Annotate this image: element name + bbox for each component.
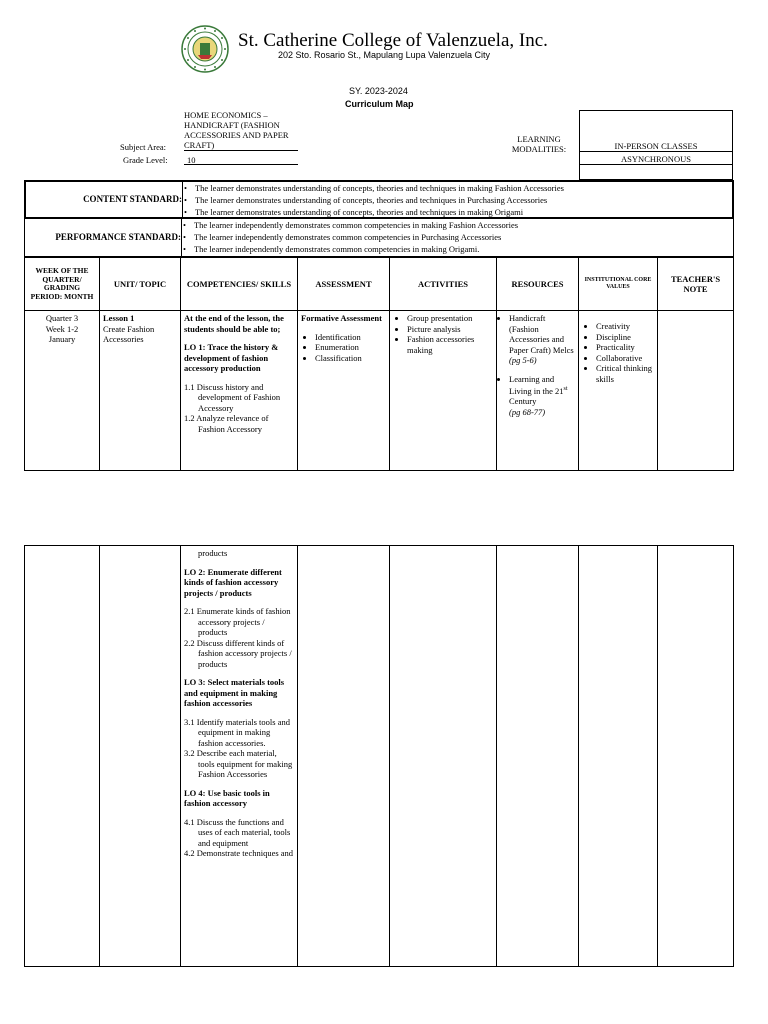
performance-standard-item: • The learner independently demonstrates common competencies in Purchasing Accessories [195,231,518,243]
subject-area-value: HOME ECONOMICS – HANDICRAFT (FASHION ACCESSORIES AND PAPER CRAFT) [184,110,298,151]
grade-level-value: 10 [184,155,298,165]
col-core-values-header: INSTITUTIONAL CORE VALUES [579,258,658,311]
resource-2-title: Learning and Living in the 21 [509,373,564,396]
school-address: 202 Sto. Rosario St., Mapulang Lupa Valenzuela City [278,50,490,60]
competency-3-1: 3.1 Identify materials tools and equipment in making fashion accessories. [184,716,290,748]
competency-1-1: 1.1 Discuss history and development of Fashion Accessory [184,381,281,413]
core-value-item: • Creativity [596,321,654,332]
modality-asynchronous: ASYNCHRONOUS [580,154,732,165]
competency-4-1: 4.1 Discuss the functions and uses of each material, tools and equipment [184,816,291,848]
curriculum-table [24,257,734,471]
competency-3-2: 3.2 Describe each material, tools equipment for making Fashion Accessories [184,748,293,779]
resources-list [500,313,575,417]
week-cell [25,546,100,967]
competency-4-2: 4.2 Demonstrate techniques and [184,848,294,858]
activity-item: • Group presentation [407,313,493,324]
resources-cell [497,311,579,471]
content-standard-item: • The learner demonstrates understanding of concepts, theories and techniques in Purchasing Accessories [196,194,564,206]
content-standard-box [24,180,734,219]
lesson-topic: Create Fashion Accessories [103,323,155,344]
competency-1-2: 1.2 Analyze relevance of Fashion Accessory [184,413,269,434]
school-year: SY. 2023-2024 [349,86,408,96]
competency-2-1: 2.1 Enumerate kinds of fashion accessory projects / products [184,606,291,637]
competency-2-2: 2.2 Discuss different kinds of fashion accessory projects / products [184,637,292,669]
document-title: Curriculum Map [345,99,414,109]
content-standard-item: • The learner demonstrates understanding of concepts, theories and techniques in making Fashion Accessories [196,182,564,194]
resource-item [509,313,575,366]
modality-in-person: IN-PERSON CLASSES [580,141,732,152]
learning-outcome-2: LO 2: Enumerate different kinds of fashion accessory projects / products [184,566,282,598]
core-values-list [582,321,654,384]
learning-modalities-box [579,110,733,180]
teachers-note-cell [658,311,734,471]
activities-list [393,313,493,355]
school-name: St. Catherine College of Valenzuela, Inc. [238,30,548,51]
subject-area-label: Subject Area: [120,142,167,152]
competency-intro: At the end of the lesson, the students should be able to; [184,313,284,334]
learning-outcome-1: LO 1: Trace the history & development of fashion accessory production [184,342,279,373]
core-value-item: • Discipline [596,332,654,343]
col-assessment-header: ASSESSMENT [298,258,390,311]
curriculum-table-continued [24,545,734,967]
col-teachers-note-header: TEACHER'S NOTE [658,258,734,311]
performance-standard-item: • The learner independently demonstrates common competencies in making Fashion Accessories [195,219,518,231]
col-unit-header: UNIT/ TOPIC [100,258,181,311]
resource-2-title-end: Century [509,396,537,407]
core-values-cell [579,311,658,471]
competencies-cell [181,311,298,471]
learning-outcome-3: LO 3: Select materials tools and equipment in making fashion accessories [184,677,285,708]
lesson-title: Lesson 1 [103,313,135,323]
school-seal-logo [181,25,229,73]
col-resources-header: RESOURCES [497,258,579,311]
quarter-text: Quarter 3 [45,313,79,323]
content-standard-label: CONTENT STANDARD: [83,194,182,204]
month-text: January [48,334,76,344]
resources-cell [497,546,579,967]
table-header-row [25,258,734,311]
teachers-note-cell [658,546,734,967]
resource-item [509,374,575,418]
resource-2-sup: st [563,386,568,392]
core-value-item: • Critical thinking skills [596,363,654,384]
core-values-cell [579,546,658,967]
resource-1-title: Handicraft (Fashion Accessories and Paper Craft) Melcs [509,313,574,355]
grade-level-label: Grade Level: [123,155,168,165]
assessment-item: • Classification [315,353,386,364]
core-value-item: • Collaborative [596,353,654,364]
resource-1-pages: (pg 5-6) [509,355,537,365]
content-standard-list [196,182,564,218]
col-competencies-header: COMPETENCIES/ SKILLS [181,258,298,311]
assessment-cell [298,311,390,471]
week-cell [25,311,100,471]
table-row [25,546,734,967]
competencies-cell [181,546,298,967]
content-standard-item: • The learner demonstrates understanding of concepts, theories and techniques in making Origami [196,206,564,218]
assessment-item: • Enumeration [315,342,386,353]
assessment-cell [298,546,390,967]
performance-standard-box [24,219,734,257]
resource-2-pages: (pg 68-77) [509,406,546,417]
assessment-item: • Identification [315,332,386,343]
assessment-title: Formative Assessment [301,313,382,323]
performance-standard-label: PERFORMANCE STANDARD: [55,232,181,242]
unit-cell [100,311,181,471]
activities-cell [390,311,497,471]
learning-modalities-label: LEARNING MODALITIES: [511,134,567,154]
week-text: Week 1-2 [45,323,79,334]
table-row [25,311,734,471]
col-activities-header: ACTIVITIES [390,258,497,311]
performance-standard-item: • The learner independently demonstrates common competencies in making Origami. [195,243,518,255]
col-week-header: WEEK OF THE QUARTER/ GRADING PERIOD: MONTH [25,258,100,311]
core-value-item: • Practicality [596,342,654,353]
activity-item: • Fashion accessories making [407,334,493,355]
activities-cell [390,546,497,967]
activity-item: • Picture analysis [407,324,493,335]
unit-cell [100,546,181,967]
learning-outcome-4: LO 4: Use basic tools in fashion accessory [184,787,270,808]
competency-1-2-continued: products [198,548,228,558]
assessment-list [301,332,386,364]
performance-standard-list [195,219,518,255]
